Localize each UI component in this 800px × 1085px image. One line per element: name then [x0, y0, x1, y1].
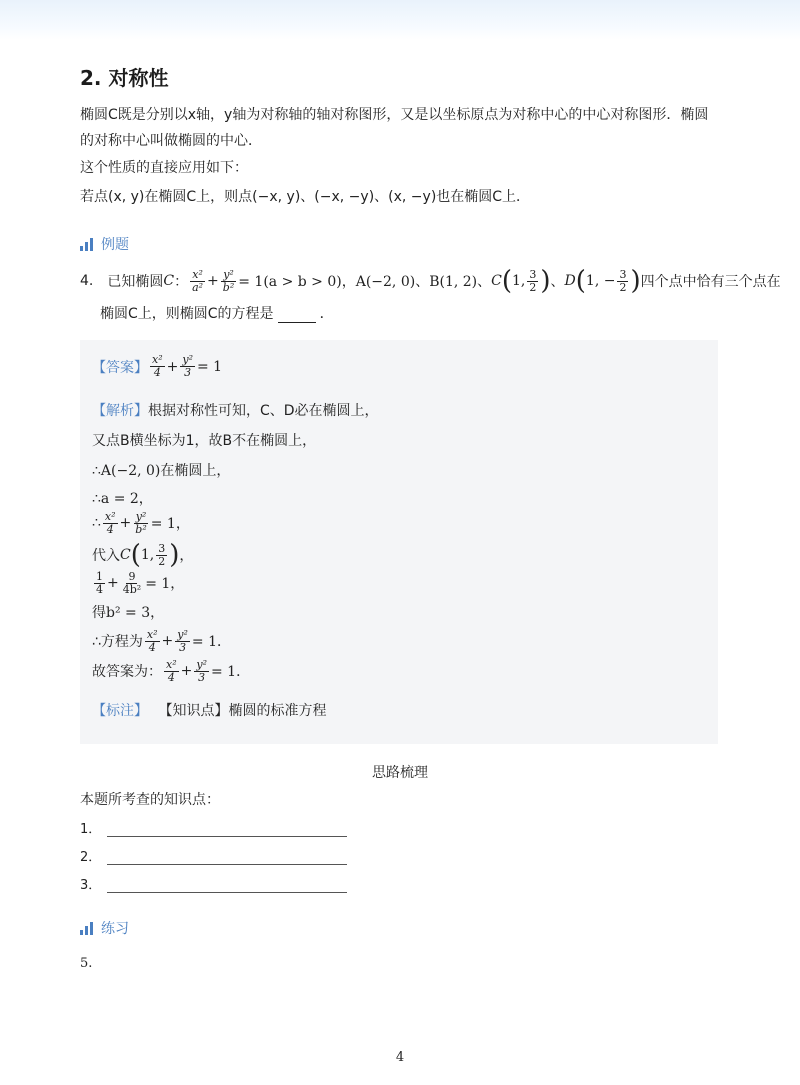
paren: (	[130, 540, 141, 570]
problem-suffix: 四个点中恰有三个点在	[640, 274, 781, 290]
analysis-line: 得b² = 3，	[92, 605, 165, 621]
paragraph-line: 的对称中心叫做椭圆的中心．	[80, 133, 262, 149]
analysis-line: 又点B横坐标为1，故B不在椭圆上，	[92, 433, 317, 449]
answer-blank	[278, 309, 316, 323]
summary-item	[80, 846, 347, 865]
paren: )	[540, 266, 551, 296]
problem-line-2-text: 椭圆C上，则椭圆C的方程是	[100, 306, 274, 322]
fill-in-line[interactable]	[107, 879, 347, 893]
plus: +	[119, 515, 132, 531]
paren: (	[501, 266, 513, 296]
analysis-line-7	[92, 568, 184, 598]
fraction-y2-b2: $\frac{\text{y²}}{\text{b²}}$	[135, 509, 147, 536]
substitute-text: 代入	[92, 548, 120, 564]
paragraph-line: 椭圆C既是分别以x轴，y轴为对称轴的轴对称图形，又是以坐标原点为对称中心的中心对称图形．椭圆	[80, 107, 709, 123]
answer-tag: 【答案】	[92, 359, 148, 376]
final-answer-prefix: 故答案为：	[92, 664, 162, 680]
fraction-x2-4: $\frac{\text{x²}}{4}$	[104, 509, 116, 536]
analysis-line: ∴a = 2，	[92, 491, 153, 507]
note-line	[92, 700, 326, 720]
analysis-line-1	[92, 400, 379, 420]
point-D: D	[564, 273, 576, 289]
plus: +	[180, 663, 193, 679]
fraction-x2-4: $\frac{\text{x²}}{4}$	[146, 627, 158, 654]
plus: +	[166, 358, 179, 375]
equation-prefix: ∴方程为	[92, 634, 143, 650]
therefore: ∴	[92, 515, 101, 531]
summary-item-number: 1．	[80, 822, 102, 837]
note-tag: 【标注】	[92, 703, 148, 719]
plus: +	[107, 575, 119, 591]
summary-item	[80, 874, 347, 893]
analysis-line-9	[92, 626, 231, 656]
analysis-line-10	[92, 656, 250, 686]
point-d-x: 1, −	[585, 273, 616, 289]
fraction-x2-4: $\frac{\text{x²}}{4}$	[166, 657, 177, 684]
equals-one: = 1．	[210, 664, 251, 680]
fill-in-line[interactable]	[107, 851, 347, 865]
problem-line-1	[80, 262, 781, 300]
paren: )	[169, 540, 180, 570]
analysis-text: 根据对称性可知，C、D必在椭圆上，	[148, 403, 379, 419]
answer-row	[92, 354, 222, 379]
summary-item	[80, 818, 347, 837]
equals-one: = 1．	[191, 634, 231, 650]
point-C: C	[491, 273, 502, 289]
summary-item-number: 2．	[80, 850, 102, 865]
problem-condition: = 1(a > b > 0)，A(−2, 0)、B(1, 2)、	[238, 274, 492, 290]
analysis-line-5	[92, 508, 190, 538]
fraction-1-4: $\frac{1}{4}$	[96, 569, 103, 596]
fraction-x2-4: $\frac{\text{x²}}{4}$	[152, 353, 163, 379]
paren: (	[575, 266, 586, 296]
fraction-3-2: $\frac{3}{2}$	[619, 267, 627, 294]
problem-prefix: 已知椭圆	[107, 274, 164, 290]
equals-one: = 1	[196, 358, 223, 375]
fraction-y2-3: $\frac{\text{y²}}{3}$	[196, 657, 207, 684]
separator: 、	[550, 274, 565, 290]
problem-line-2-end: ．	[319, 306, 334, 322]
fraction-y2-b2: $\frac{\text{y²}}{\text{b²}}$	[222, 267, 235, 294]
comma: ，	[179, 548, 194, 564]
note-text: 【知识点】椭圆的标准方程	[158, 703, 327, 719]
fraction-3-2: $\frac{3}{2}$	[529, 267, 537, 294]
page-number: 4	[395, 1050, 405, 1065]
problem-number: 4.	[80, 273, 94, 289]
summary-item-number: 3．	[80, 878, 102, 893]
example-label: 例题	[101, 237, 129, 253]
paragraph-line: 若点(x, y)在椭圆C上，则点(−x, y)、(−x, −y)、(x, −y)也在椭圆C上．	[80, 189, 531, 205]
fraction-y2-3: $\frac{\text{y²}}{3}$	[182, 353, 193, 379]
fraction-y2-3: $\frac{\text{y²}}{3}$	[177, 627, 188, 654]
plus: +	[207, 273, 219, 289]
practice-number: 5.	[80, 956, 93, 971]
summary-title: 思路梳理	[372, 765, 428, 781]
top-gradient-band	[0, 0, 800, 40]
colon: ：	[174, 274, 189, 290]
summary-prompt: 本题所考查的知识点：	[80, 792, 220, 808]
equals-one: = 1，	[145, 576, 185, 592]
fraction-x2-a2: $\frac{\text{x²}}{\text{a²}}$	[192, 267, 204, 294]
equals-one: = 1，	[150, 516, 190, 532]
fraction-3-2: $\frac{3}{2}$	[158, 541, 166, 568]
bar-chart-icon	[80, 922, 93, 935]
math-C: C	[163, 273, 175, 289]
fraction-9-4b2: $\frac{9}{\text{4b²}}$	[122, 569, 142, 596]
point-C: C	[120, 547, 131, 563]
bar-chart-icon	[80, 238, 93, 251]
problem-line-2	[100, 303, 334, 323]
fill-in-line[interactable]	[107, 823, 347, 837]
practice-label: 练习	[101, 921, 129, 937]
section-heading: 2. 对称性	[80, 66, 169, 90]
paragraph-line: 这个性质的直接应用如下：	[80, 160, 248, 176]
analysis-line: ∴A(−2, 0)在椭圆上，	[92, 463, 231, 479]
practice-header	[80, 918, 129, 938]
example-header	[80, 234, 129, 254]
point-c-x: 1,	[512, 273, 526, 289]
paren: )	[630, 266, 641, 296]
plus: +	[161, 633, 174, 649]
analysis-tag: 【解析】	[92, 403, 148, 419]
point-c-x: 1,	[140, 547, 155, 563]
